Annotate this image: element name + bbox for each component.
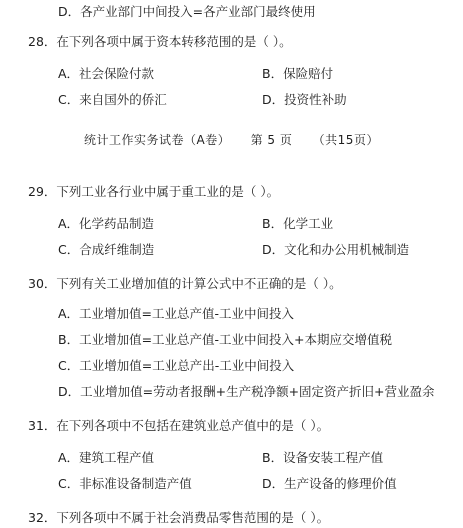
question-29-option-b: B．化学工业: [262, 216, 334, 231]
question-30-option-d: D．工业增加值=劳动者报酬+生产税净额+固定资产折旧+营业盈余: [58, 384, 435, 399]
question-31-option-d: D．生产设备的修理价值: [262, 476, 397, 491]
question-28-option-d: D．投资性补助: [262, 92, 347, 107]
footer-total: （共15页）: [312, 133, 379, 147]
page-footer: [0, 132, 463, 148]
question-30-option-a: A．工业增加值=工业总产值-工业中间投入: [58, 306, 295, 321]
question-28-option-b: B．保险赔付: [262, 66, 334, 81]
footer-title: 统计工作实务试卷（A卷）: [84, 133, 231, 147]
question-31-option-c: C．非标准设备制造产值: [58, 476, 192, 491]
question-31-option-a: A．建筑工程产值: [58, 450, 155, 465]
question-29-option-d: D．文化和办公用机械制造: [262, 242, 410, 257]
question-31-stem: 31．在下列各项中不包括在建筑业总产值中的是（ ）。: [28, 418, 330, 433]
q27-option-d: D．各产业部门中间投入=各产业部门最终使用: [58, 4, 316, 19]
question-30-option-c: C．工业增加值=工业总产出-工业中间投入: [58, 358, 295, 373]
question-28-option-c: C．来自国外的侨汇: [58, 92, 167, 107]
question-30-option-b: B．工业增加值=工业总产值-工业中间投入+本期应交增值税: [58, 332, 393, 347]
question-32-stem: 32．下列各项中不属于社会消费品零售范围的是（ ）。: [28, 510, 330, 525]
footer-page: 第 5 页: [250, 133, 293, 147]
question-28-option-a: A．社会保险付款: [58, 66, 155, 81]
question-29-option-c: C．合成纤维制造: [58, 242, 155, 257]
question-30-stem: 30．下列有关工业增加值的计算公式中不正确的是（ ）。: [28, 276, 342, 291]
question-29-stem: 29．下列工业各行业中属于重工业的是（ ）。: [28, 184, 280, 199]
question-29-option-a: A．化学药品制造: [58, 216, 155, 231]
question-31-option-b: B．设备安装工程产值: [262, 450, 384, 465]
question-28-stem: 28．在下列各项中属于资本转移范围的是（ ）。: [28, 34, 292, 49]
